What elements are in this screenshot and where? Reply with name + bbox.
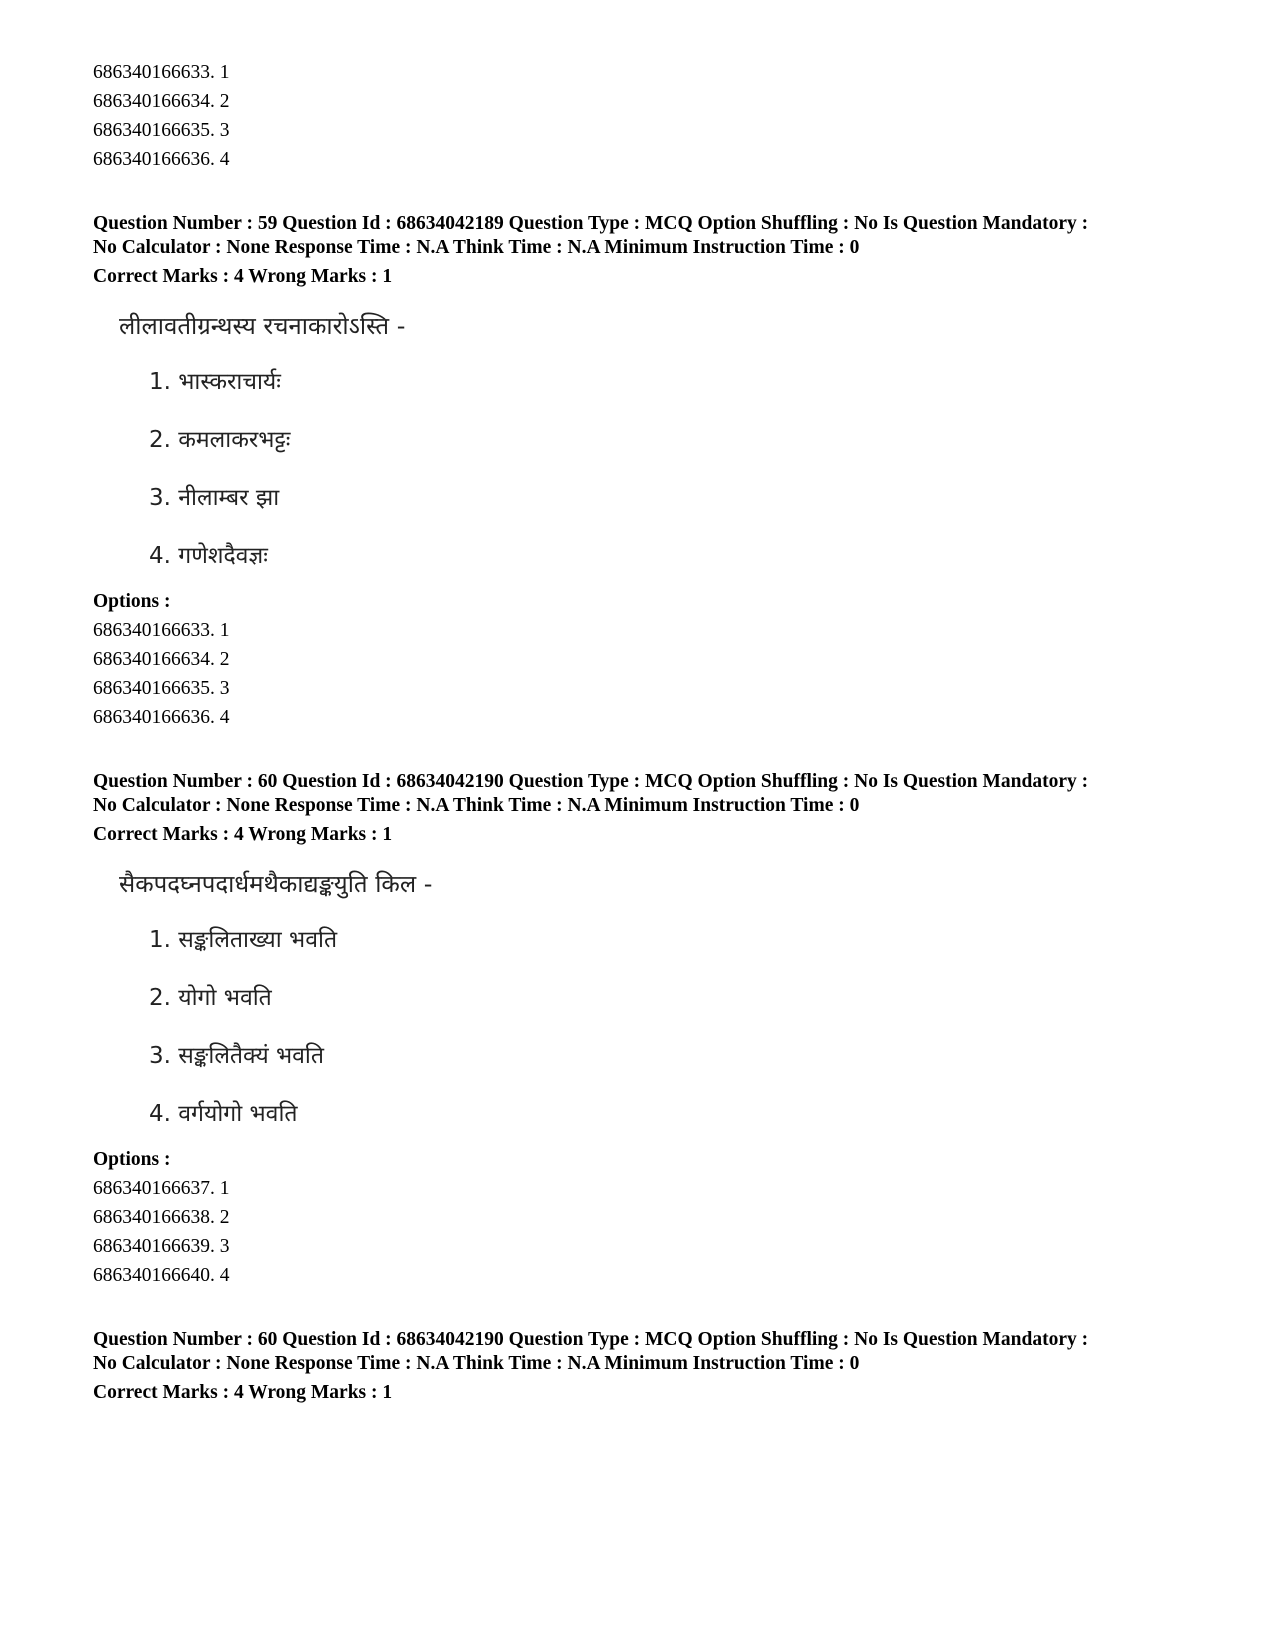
- option-line: 686340166633. 1: [93, 62, 230, 83]
- option-line: 686340166640. 4: [93, 1265, 230, 1286]
- question-choice: 4. वर्गयोगो भवति: [149, 1101, 298, 1127]
- option-line: 686340166636. 4: [93, 149, 230, 170]
- question-choice: 2. कमलाकरभट्टः: [149, 427, 291, 453]
- question-meta-line: Question Number : 60 Question Id : 68634042190 Question Type : MCQ Option Shuffling : No Is Question Mandatory :: [93, 1329, 1089, 1350]
- question-choice: 2. योगो भवति: [149, 985, 272, 1011]
- option-line: 686340166638. 2: [93, 1207, 230, 1228]
- question-meta-line: Question Number : 59 Question Id : 68634042189 Question Type : MCQ Option Shuffling : No Is Question Mandatory :: [93, 213, 1089, 234]
- question-block-60-repeat: [93, 1328, 1213, 1407]
- question-stem: लीलावतीग्रन्थस्य रचनाकारोऽस्ति -: [119, 312, 406, 340]
- question-choice: 3. नीलाम्बर झा: [149, 485, 280, 511]
- options-label: Options :: [93, 591, 171, 612]
- option-line: 686340166635. 3: [93, 120, 230, 141]
- document-page: [93, 58, 1213, 1407]
- question-meta-line: No Calculator : None Response Time : N.A Think Time : N.A Minimum Instruction Time : 0: [93, 237, 860, 258]
- question-content: [119, 309, 1213, 573]
- question-content: [119, 867, 1213, 1131]
- marks-line: Correct Marks : 4 Wrong Marks : 1: [93, 266, 393, 287]
- question-choice: 1. भास्कराचार्यः: [149, 369, 281, 395]
- marks-line: Correct Marks : 4 Wrong Marks : 1: [93, 824, 393, 845]
- option-line: 686340166637. 1: [93, 1178, 230, 1199]
- options-label: Options :: [93, 1149, 171, 1170]
- question-meta-line: No Calculator : None Response Time : N.A Think Time : N.A Minimum Instruction Time : 0: [93, 1353, 860, 1374]
- option-line: 686340166633. 1: [93, 620, 230, 641]
- question-block-59: [93, 212, 1213, 732]
- option-line: 686340166639. 3: [93, 1236, 230, 1257]
- question-choice: 4. गणेशदैवज्ञः: [149, 543, 268, 569]
- option-line: 686340166634. 2: [93, 91, 230, 112]
- option-line: 686340166636. 4: [93, 707, 230, 728]
- option-line: 686340166635. 3: [93, 678, 230, 699]
- carryover-options: [93, 58, 1213, 174]
- question-meta-line: Question Number : 60 Question Id : 68634042190 Question Type : MCQ Option Shuffling : No Is Question Mandatory :: [93, 771, 1089, 792]
- marks-line: Correct Marks : 4 Wrong Marks : 1: [93, 1382, 393, 1403]
- question-choice: 3. सङ्कलितैक्यं भवति: [149, 1043, 325, 1069]
- question-choice: 1. सङ्कलिताख्या भवति: [149, 927, 338, 953]
- option-line: 686340166634. 2: [93, 649, 230, 670]
- question-meta-line: No Calculator : None Response Time : N.A Think Time : N.A Minimum Instruction Time : 0: [93, 795, 860, 816]
- question-block-60: [93, 770, 1213, 1290]
- question-stem: सैकपदघ्नपदार्धमथैकाद्यङ्कयुति किल -: [119, 870, 433, 898]
